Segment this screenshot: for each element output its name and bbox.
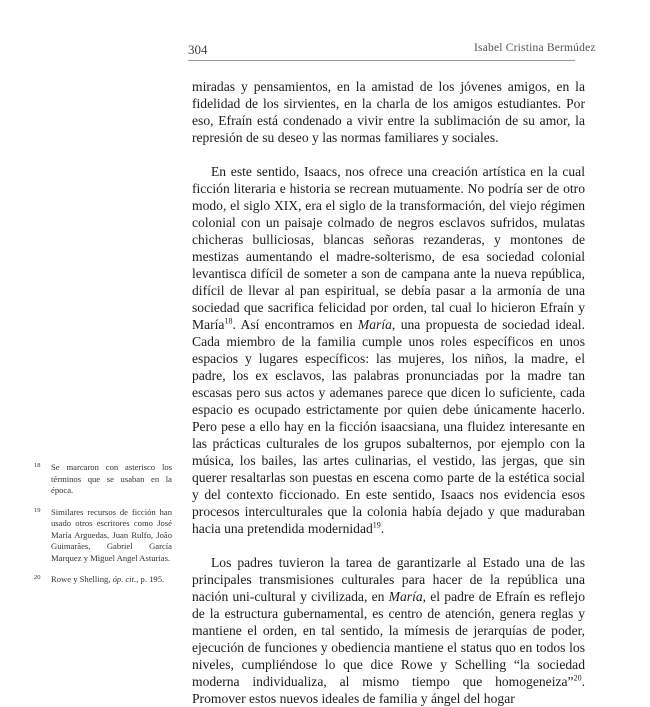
footnote (34, 462, 172, 497)
paragraph-text: . Así encontramos en (232, 317, 358, 332)
footnote (34, 574, 172, 586)
footnote-text-part: Rowe y Shelling, (51, 574, 113, 584)
page-header (0, 0, 650, 60)
paragraph-text: . (380, 521, 385, 536)
footnote-ref[interactable]: 19 (372, 520, 381, 530)
paragraph-text: En este sentido, Isaacs, nos ofrece una creación artística en la cual ficción literaria e historia se recrean mutuamente. No podría ser de otro modo, el siglo (192, 164, 585, 213)
footnotes (34, 462, 172, 596)
footnote-number: 20 (34, 574, 41, 581)
footnote-text-part: , p. 195. (136, 574, 165, 584)
footnote-italic: óp. cit. (112, 574, 137, 584)
paragraph-text: . Promover estos nuevos ideales de familia y ángel del hogar (192, 674, 585, 706)
page-number: 304 (188, 42, 208, 57)
italic-title: María (357, 317, 392, 332)
running-head-author: Isabel Cristina Bermúdez (474, 42, 596, 54)
header-rule (188, 60, 575, 61)
footnote-text (51, 574, 172, 586)
paragraph-text: , era el siglo de la transformación, del viejo régimen colonial con un paisaje colmado de negros esclavos sufridos, mulatas chicheras bulliciosas, blancas señoras rezanderas, y montones de mestizas aumentando el madre-solterismo, de esa sociedad colonial levantisca difícil de someter a son de campana ante la nueva república, difícil de llevar al pan espiritual, se debía pasar a la armonía de una sociedad que sacrifica felicidad por orden, tal cual lo hicieron Efraín y María (192, 198, 586, 332)
italic-title: María (388, 589, 423, 604)
paragraph-text: , una propuesta de sociedad ideal. Cada miembro de la familia cumple unos roles específicos en unos espacios y lugares específicos: las mujeres, los niños, la madre, el padre, los ex esclavos, las palabras pronunciadas por la madre tan escasas pero sus actos y ademanes parece que dicen lo suficiente, cada espacio es ocupado estrictamente por quien debe únicamente hacerlo. Pero pese a ello hay en la ficción isaacsiana, una fluidez interesante en las prácticas culturales de los grupos subalternos, por ejemplo con la música, los bailes, las artes culinarias, el vestido, las jergas, que sin querer resaltarlas son puestas en escena como parte de la estética social y del contexto ficcionado. En este sentido, Isaacs nos evidencia esos procesos interculturales que la colonia había dejado y que maduraban hacia una pretendida modernidad (192, 317, 585, 536)
paragraph-text: miradas y pensamientos, en la amistad de los jóvenes amigos, en la fidelidad de los sirvientes, en la charla de los amigos estudiantes. Por eso, Efraín está condenado a vivir entre la sublimación de su amor, la represión de su deseo y las normas familiares y sociales. (192, 79, 585, 145)
footnote-number: 19 (34, 506, 41, 514)
roman-numeral: XIX (273, 198, 299, 213)
paragraph-text: Los padres tuvieron la tarea de garantizarle al Estado una de las principales transmisiones culturales para hacer de la república una nación uni-cultural y civilizada, en (192, 555, 585, 604)
footnote-number: 18 (34, 462, 41, 469)
paragraph (192, 78, 585, 146)
paragraph (192, 554, 585, 707)
footnote-ref[interactable]: 18 (224, 316, 233, 326)
footnote-text: Similares recursos de ficción han usado otros escritores como José María Arguedas, Juan Rulfo, João Guimarães, Gabriel García Marquez y Miguel Angel Asturias. (51, 506, 172, 563)
footnote-text: Se marcaron con asterisco los términos que se usaban en la época. (51, 462, 172, 495)
paragraph (192, 163, 585, 537)
body-text (192, 78, 585, 707)
paragraph-text: , el padre de Efraín es reflejo de la estructura gubernamental, es centro de atención, genera reglas y mantiene el orden, en tal sentido, la mímesis de jerarquías de poder, ejecución de funciones y obediencia mantiene el status quo en todos los niveles, cumpliéndose lo que dice Rowe y Schelling “la sociedad moderna individualiza, al mismo tiempo que homogeneiza” (192, 589, 585, 689)
footnote-ref[interactable]: 20 (573, 673, 582, 683)
footnote (34, 507, 172, 565)
